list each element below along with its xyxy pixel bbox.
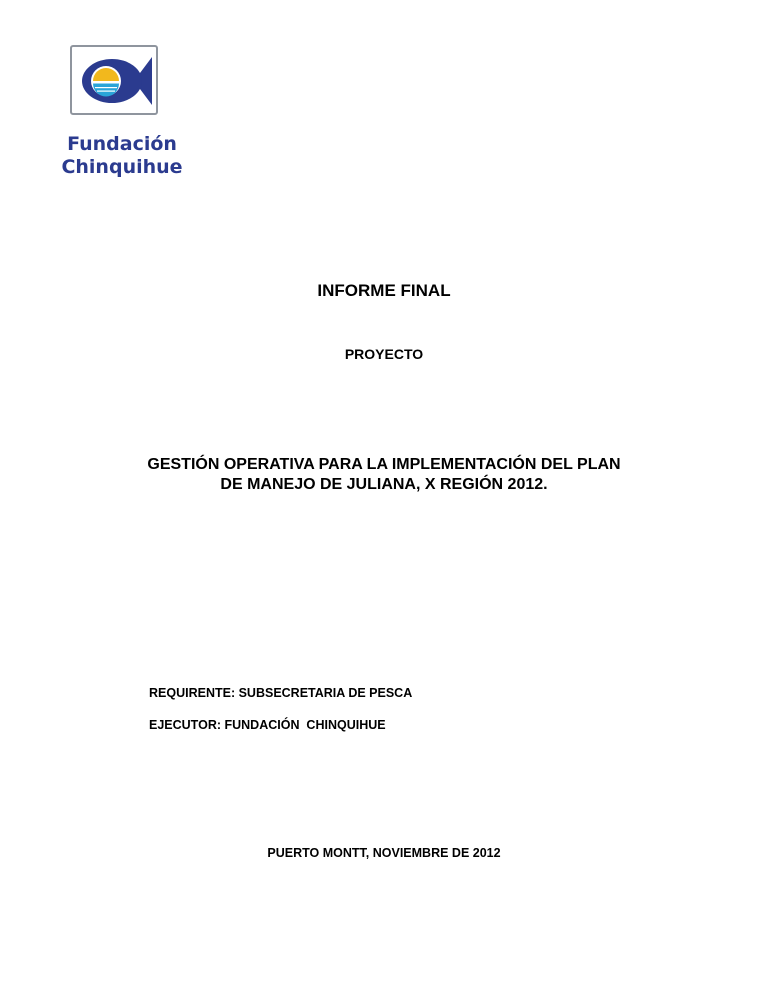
logo-name-line1: Fundación bbox=[67, 133, 177, 155]
report-title: INFORME FINAL bbox=[317, 281, 451, 300]
logo-name-line2: Chinquihue bbox=[61, 156, 183, 178]
logo-frame bbox=[70, 45, 158, 115]
fish-sun-emblem-icon bbox=[76, 51, 154, 111]
project-title-line2: DE MANEJO DE JULIANA, X REGIÓN 2012. bbox=[220, 476, 548, 493]
requirente-line: REQUIRENTE: SUBSECRETARIA DE PESCA bbox=[149, 686, 413, 700]
ejecutor-line: EJECUTOR: FUNDACIÓN CHINQUIHUE bbox=[149, 718, 386, 732]
project-title bbox=[0, 455, 768, 495]
foundation-logo-name bbox=[42, 133, 202, 179]
place-date: PUERTO MONTT, NOVIEMBRE DE 2012 bbox=[267, 846, 501, 860]
project-label: PROYECTO bbox=[344, 346, 424, 362]
project-title-line1: GESTIÓN OPERATIVA PARA LA IMPLEMENTACIÓN DEL PLAN bbox=[147, 456, 621, 473]
